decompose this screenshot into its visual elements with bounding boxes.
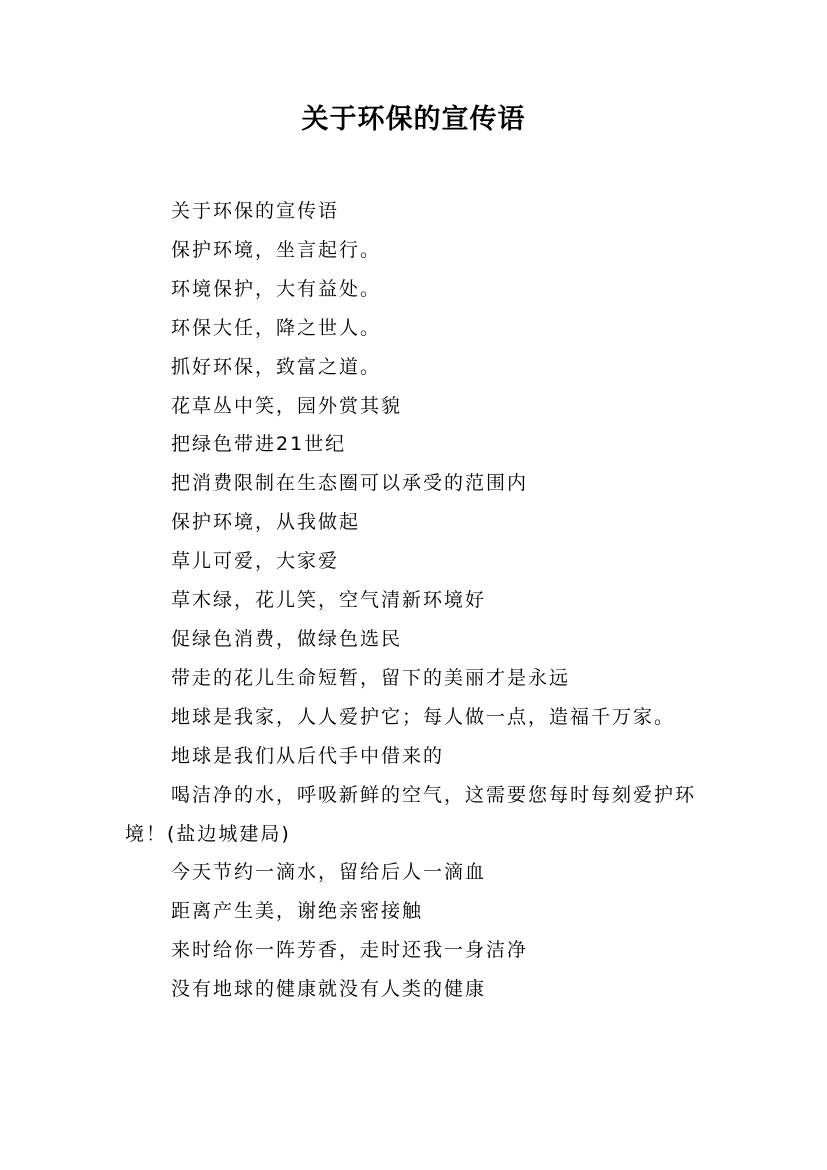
slogan-line: 草木绿，花儿笑，空气清新环境好	[171, 589, 487, 612]
slogan-line: 把消费限制在生态圈可以承受的范围内	[171, 472, 529, 495]
slogan-line: 地球是我家，人人爱护它；每人做一点，造福千万家。	[171, 705, 676, 728]
slogan-line: 花草丛中笑，园外赏其貌	[171, 394, 403, 417]
slogan-line: 喝洁净的水，呼吸新鲜的空气，这需要您每时每刻爱护环境！(盐边城建局)	[125, 783, 697, 845]
slogan-line: 抓好环保，致富之道。	[171, 355, 382, 378]
document-body	[125, 192, 725, 1009]
slogan-line: 把绿色带进21世纪	[171, 433, 347, 456]
slogan-line: 距离产生美，谢绝亲密接触	[171, 900, 424, 923]
slogan-line: 来时给你一阵芳香，走时还我一身洁净	[171, 939, 529, 962]
slogan-line: 带走的花儿生命短暂，留下的美丽才是永远	[171, 666, 571, 689]
slogan-line: 今天节约一滴水，留给后人一滴血	[171, 861, 487, 884]
slogan-line: 保护环境，从我做起	[171, 511, 361, 534]
slogan-line: 促绿色消费，做绿色选民	[171, 627, 403, 650]
slogan-line: 环保大任，降之世人。	[171, 316, 382, 339]
slogan-line: 保护环境，坐言起行。	[171, 238, 382, 261]
slogan-line: 没有地球的健康就没有人类的健康	[171, 978, 487, 1001]
slogan-line: 环境保护，大有益处。	[171, 277, 382, 300]
document-title: 关于环保的宣传语	[301, 104, 526, 135]
slogan-line: 草儿可爱，大家爱	[171, 550, 340, 573]
slogan-line: 地球是我们从后代手中借来的	[171, 744, 445, 767]
slogan-line: 关于环保的宣传语	[171, 200, 340, 222]
